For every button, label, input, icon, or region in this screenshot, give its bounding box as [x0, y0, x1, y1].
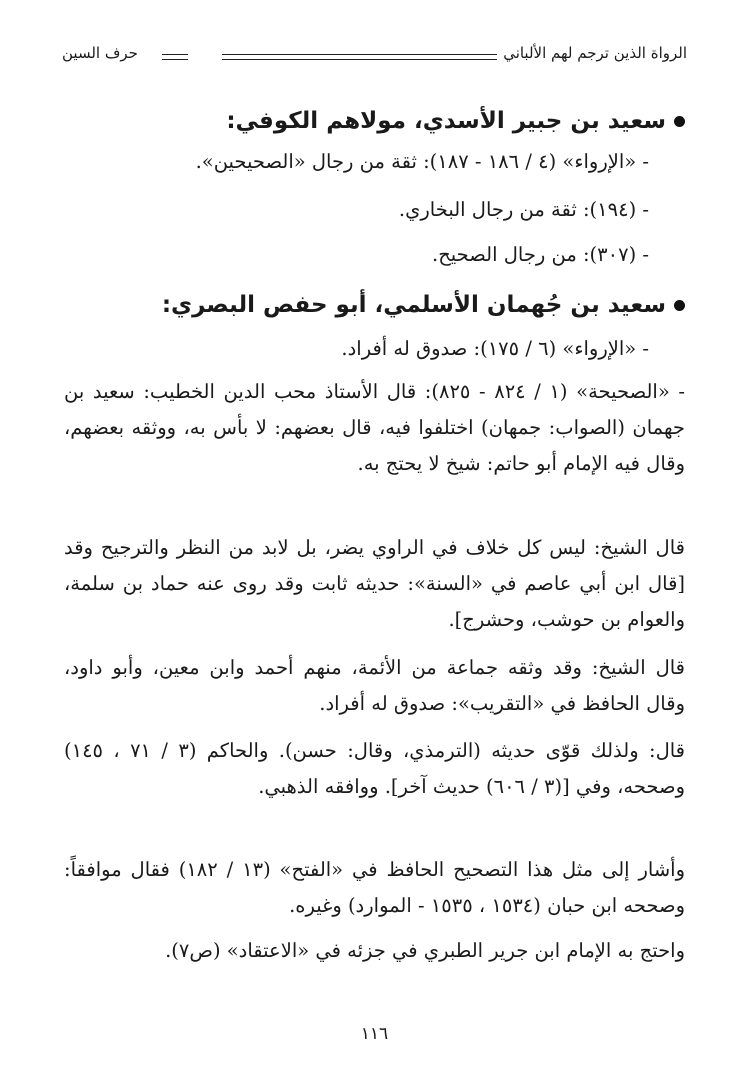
running-header — [62, 44, 687, 70]
entry-heading — [226, 108, 685, 134]
paragraph: وأشار إلى مثل هذا التصحيح الحافظ في «الفتح» (١٣ / ١٨٢) فقال موافقاً: وصححه ابن حبان (١٥٣٤ ، ١٥٣٥ - الموارد) وغيره. — [64, 858, 686, 917]
entry-heading — [162, 292, 685, 318]
header-rule — [222, 54, 497, 60]
paragraph: قال الشيخ: ليس كل خلاف في الراوي يضر، بل لابد من النظر والترجيح وقد [قال ابن أبي عاصم في «السنة»: حديثه ثابت وقد روى عنه حماد بن سلمة، والعوام بن حوشب، وحشرج]. — [64, 536, 685, 631]
entry-line: - «الإرواء» (٦ / ١٧٥): صدوق له أفراد. — [341, 337, 649, 360]
entry-line: - (١٩٤): ثقة من رجال البخاري. — [398, 198, 649, 221]
paragraph: قال: ولذلك قوّى حديثه (الترمذي، وقال: حسن). والحاكم (٣ / ٧١ ، ١٤٥) وصححه، وفي [(٣ / ٦٠٦) حديث آخر]. ووافقه الذهبي. — [64, 739, 686, 798]
header-section: حرف السين — [62, 44, 138, 62]
entry-name: سعيد بن جُهمان الأسلمي، أبو حفص البصري: — [161, 292, 666, 318]
paragraph: - «الصحيحة» (١ / ٨٢٤ - ٨٢٥): قال الأستاذ محب الدين الخطيب: سعيد بن جهمان (الصواب: جمهان) اختلفوا فيه، قال بعضهم: لا بأس به، ووثقه بعضهم، وقال فيه الإمام أبو حاتم: شيخ لا يحتج به. — [64, 380, 685, 475]
paragraph: واحتج به الإمام ابن جرير الطبري في جزئه في «الاعتقاد» (ص٧). — [165, 939, 685, 962]
entry-line: - (٣٠٧): من رجال الصحيح. — [432, 243, 649, 266]
header-double-rule-mark — [162, 54, 188, 60]
bullet-icon — [674, 300, 685, 311]
entry-line: - «الإرواء» (٤ / ١٨٦ - ١٨٧): ثقة من رجال «الصحيحين». — [195, 150, 649, 173]
header-title: الرواة الذين ترجم لهم الألباني — [503, 44, 687, 62]
entry-name: سعيد بن جبير الأسدي، مولاهم الكوفي: — [226, 108, 666, 134]
bullet-icon — [674, 116, 685, 127]
paragraph: قال الشيخ: وقد وثقه جماعة من الأئمة، منهم أحمد وابن معين، وأبو داود، وقال الحافظ في «التقريب»: صدوق له أفراد. — [64, 656, 685, 715]
page-number: ١١٦ — [360, 1024, 389, 1044]
